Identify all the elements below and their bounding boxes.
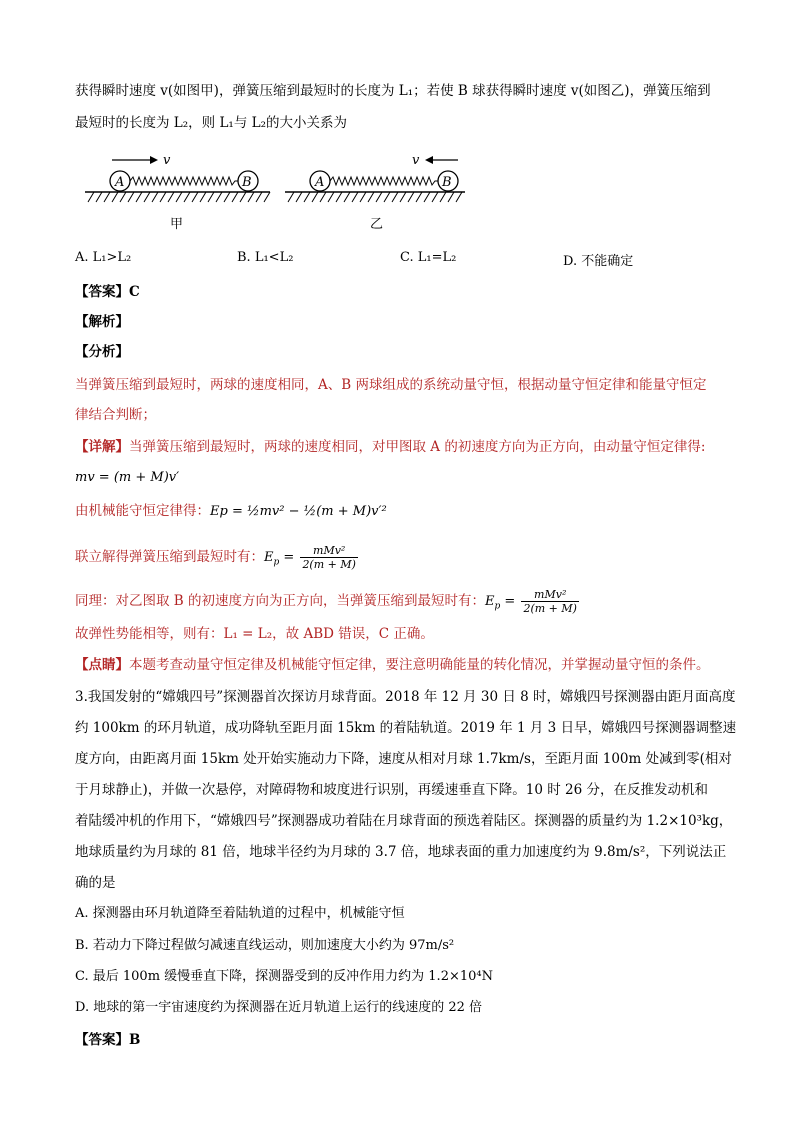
q2-analysis-header: 【解析】 xyxy=(75,314,129,330)
q2-analysis-line2: 律结合判断； xyxy=(75,407,156,423)
q3-line7: 确的是 xyxy=(75,875,116,891)
q2-stem-line2: 最短时的长度为 L₂，则 L₁与 L₂的大小关系为 xyxy=(75,115,348,131)
q2-mech-line: 由机械能守恒定律得：Ep = ½mv² − ½(m + M)v′² xyxy=(75,503,387,519)
q2-same-line: 同理：对乙图取 B 的初速度方向为正方向，当弹簧压缩到最短时有：$E_p$ = $\frac{\text{mMv²}}{2(m + M)}$ xyxy=(75,588,577,615)
q3-line5: 着陆缓冲机的作用下，“嫦娥四号”探测器成功着陆在月球背面的预选着陆区。探测器的质量约为 1.2×10³kg， xyxy=(75,813,733,829)
dianjing-tag: 【点睛】 xyxy=(75,657,129,673)
choice-a: A. L₁>L₂ xyxy=(75,250,132,265)
choice-c: C. L₁=L₂ xyxy=(400,250,457,265)
figure-yi-velocity: v xyxy=(412,153,420,168)
frac2-den: 2(m + M) xyxy=(523,602,577,615)
figure-yi-ball-a: A xyxy=(315,175,325,190)
q2-eq-momentum: mv = (m + M)v′ xyxy=(75,470,180,485)
figure-yi xyxy=(285,153,465,232)
choice-d: D. 不能确定 xyxy=(563,254,634,269)
q3-line1: 3.我国发射的“嫦娥四号”探测器首次探访月球背面。2018 年 12 月 30 日 8 时，嫦娥四号探测器由距月面高度 xyxy=(75,689,736,705)
q3-line2: 约 100km 的环月轨道，成功降轨至距月面 15km 的着陆轨道。2019 年 1 月 3 日早，嫦娥四号探测器调整速 xyxy=(75,720,737,736)
q2-stem-line1: 获得瞬时速度 v(如图甲)，弹簧压缩到最短时的长度为 L₁；若使 B 球获得瞬时速度 v(如图乙)，弹簧压缩到 xyxy=(75,83,711,99)
detail-tag: 【详解】 xyxy=(75,439,129,455)
q2-conclusion: 故弹性势能相等，则有：L₁ = L₂，故 ABD 错误，C 正确。 xyxy=(75,626,434,642)
q2-dianjing-line: 【点睛】本题考查动量守恒定律及机械能守恒定律，要注意明确能量的转化情况，并掌握动量守恒的条件。 xyxy=(75,657,710,673)
figure-jia-label: 甲 xyxy=(170,217,184,232)
figure-jia xyxy=(85,153,270,232)
figure-yi-label: 乙 xyxy=(370,217,384,232)
q3-option-d: D. 地球的第一宇宙速度约为探测器在近月轨道上运行的线速度的 22 倍 xyxy=(75,1000,483,1015)
q2-answer: 【答案】C xyxy=(75,284,140,300)
q3-line4: 于月球静止)，并做一次悬停，对障碍物和坡度进行识别，再缓速垂直下降。10 时 26 分，在反推发动机和 xyxy=(75,782,708,798)
q2-choices xyxy=(75,250,775,270)
frac1-num: mMv² xyxy=(300,544,358,558)
q2-analysis-sub: 【分析】 xyxy=(75,344,129,360)
q3-line3: 度方向，由距离月面 15km 处开始实施动力下降，速度从相对月球 1.7km/s，至距月面 100m 处减到零(相对 xyxy=(75,751,732,767)
figure-jia-ball-a: A xyxy=(115,175,125,190)
figure-jia-velocity: v xyxy=(163,153,171,168)
frac2-num: mMv² xyxy=(521,588,579,602)
q3-option-c: C. 最后 100m 缓慢垂直下降，探测器受到的反冲作用力约为 1.2×10⁴N xyxy=(75,969,493,984)
q3-line6: 地球质量约为月球的 81 倍，地球半径约为月球的 3.7 倍，地球表面的重力加速度约为 9.8m/s²，下列说法正 xyxy=(75,844,727,860)
figure-yi-ball-b: B xyxy=(442,175,452,190)
q2-solve-line: 联立解得弹簧压缩到最短时有：$E_p$ = $\frac{\text{mMv²}}{2(m + M)}$ xyxy=(75,544,356,571)
q2-analysis-line1: 当弹簧压缩到最短时，两球的速度相同，A、B 两球组成的系统动量守恒，根据动量守恒定律和能量守恒定 xyxy=(75,377,707,393)
choice-b: B. L₁<L₂ xyxy=(237,250,294,265)
frac1-den: 2(m + M) xyxy=(302,558,356,571)
q3-option-a: A. 探测器由环月轨道降至着陆轨道的过程中，机械能守恒 xyxy=(75,906,405,921)
spring-figure xyxy=(80,148,470,238)
q3-option-b: B. 若动力下降过程做匀减速直线运动，则加速度大小约为 97m/s² xyxy=(75,938,455,953)
figure-jia-ball-b: B xyxy=(242,175,252,190)
q2-detail-line1: 【详解】当弹簧压缩到最短时，两球的速度相同，对甲图取 A 的初速度方向为正方向，由动量守恒定律得: xyxy=(75,439,706,455)
q3-answer: 【答案】B xyxy=(75,1032,141,1048)
mech-eq: Ep = ½mv² − ½(m + M)v′² xyxy=(210,504,387,519)
